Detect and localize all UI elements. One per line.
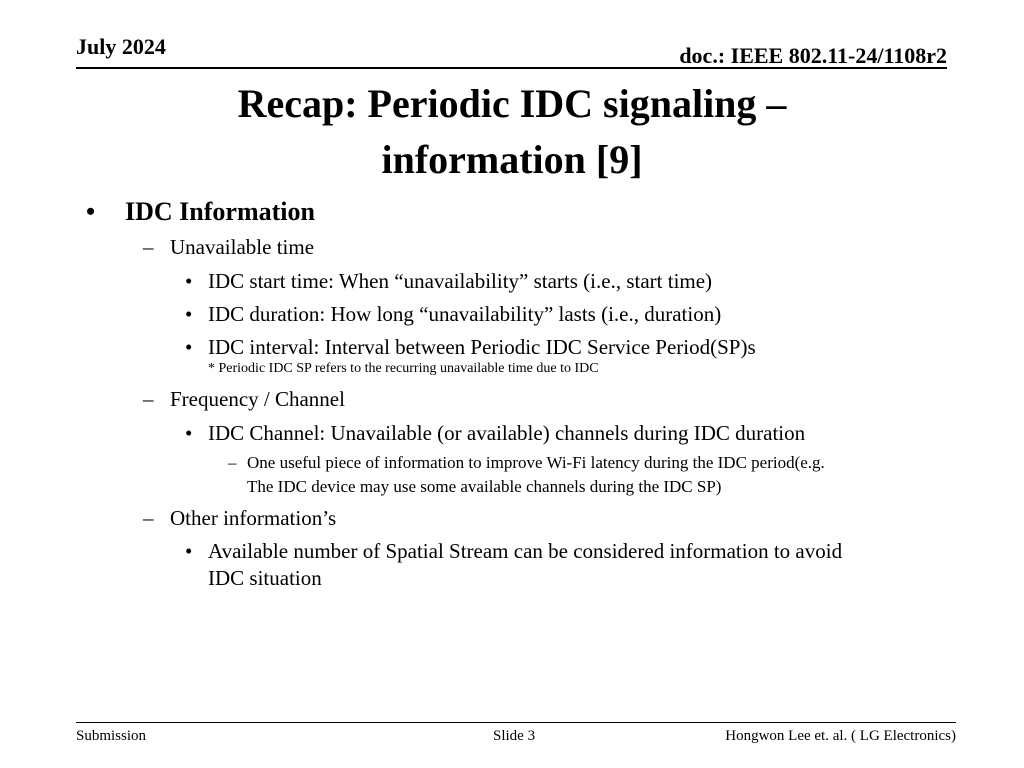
bullet-marker: • (185, 302, 193, 326)
subheading-other-information: Other information’s (170, 506, 337, 530)
bullet-marker: • (185, 269, 193, 293)
dash-marker: – (143, 387, 154, 411)
list-item-spatial-stream-line-2: IDC situation (208, 566, 322, 590)
header-doc-id: doc.: IEEE 802.11-24/1108r2 (679, 43, 947, 68)
header-date: July 2024 (76, 34, 166, 59)
bullet-marker: • (185, 335, 193, 359)
sub-item-wifi-latency-line-1: One useful piece of information to improve Wi-Fi latency during the IDC period(e.g. (247, 453, 825, 472)
list-item-idc-channel: IDC Channel: Unavailable (or available) channels during IDC duration (208, 421, 806, 445)
footer-slide-number: Slide 3 (493, 728, 536, 744)
footer-submission: Submission (76, 728, 147, 744)
bullet-marker: • (185, 421, 193, 445)
list-item-idc-start-time: IDC start time: When “unavailability” starts (i.e., start time) (208, 269, 713, 293)
footer-divider (76, 722, 956, 723)
subheading-frequency-channel: Frequency / Channel (170, 387, 345, 411)
list-item-idc-interval: IDC interval: Interval between Periodic IDC Service Period(SP)s (208, 335, 756, 359)
dash-marker: – (143, 235, 154, 259)
footer-author: Hongwon Lee et. al. ( LG Electronics) (725, 728, 956, 744)
slide-title (0, 76, 1024, 188)
list-item-idc-duration: IDC duration: How long “unavailability” lasts (i.e., duration) (208, 302, 722, 326)
slide-title-line-1: Recap: Periodic IDC signaling – (237, 81, 787, 126)
slide-title-line-2: information [9] (381, 137, 643, 182)
dash-marker: – (228, 453, 237, 472)
bullet-marker: • (86, 197, 96, 226)
header-divider (76, 67, 947, 69)
sub-item-wifi-latency-line-2: The IDC device may use some available channels during the IDC SP) (247, 477, 722, 496)
dash-marker: – (143, 506, 154, 530)
subheading-unavailable-time: Unavailable time (170, 235, 315, 259)
list-item-spatial-stream-line-1: Available number of Spatial Stream can be considered information to avoid (208, 539, 843, 563)
bullet-marker: • (185, 539, 193, 563)
heading-idc-information: IDC Information (125, 197, 315, 226)
footnote-periodic-idc-sp: * Periodic IDC SP refers to the recurring unavailable time due to IDC (208, 361, 599, 376)
